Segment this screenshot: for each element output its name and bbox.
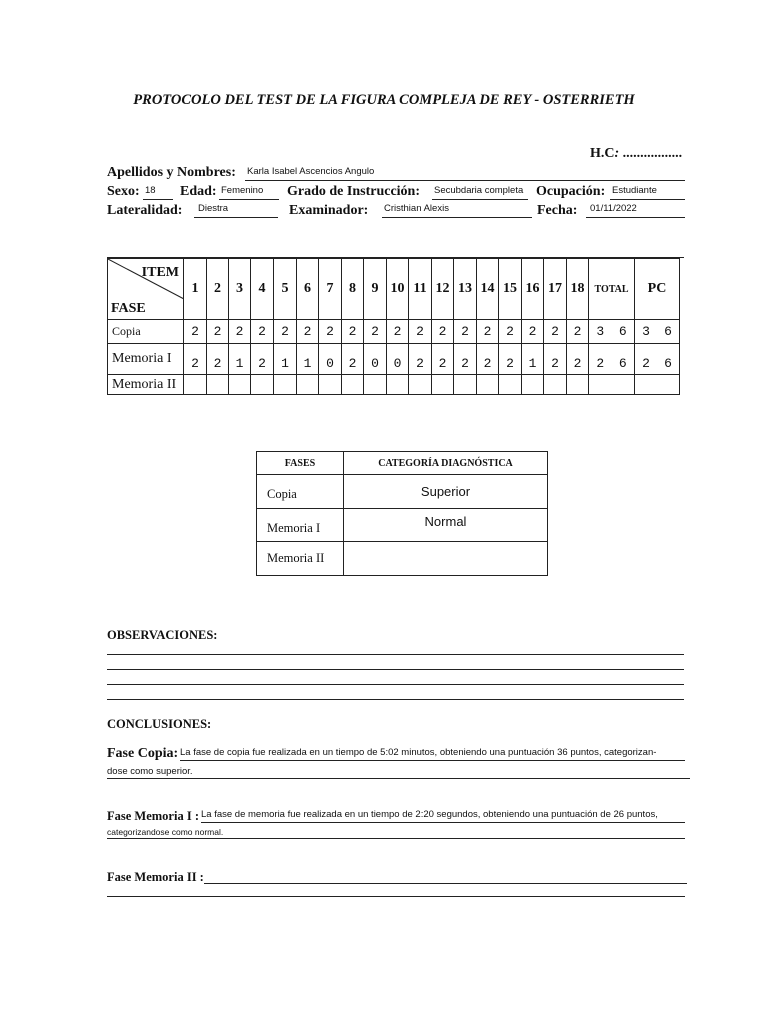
sexo-line — [143, 185, 173, 200]
item-header: 16 — [522, 259, 544, 320]
hc-label: H.C — [590, 146, 615, 161]
apellidos-value[interactable]: Karla Isabel Ascencios Angulo — [247, 166, 375, 177]
item-header: 2 — [207, 259, 229, 320]
score-cell[interactable]: 2 — [364, 320, 387, 344]
score-table — [107, 258, 680, 395]
grado-value[interactable]: Secubdaria completa — [434, 185, 524, 196]
score-cell[interactable]: 2 — [297, 320, 319, 344]
category-fase: Memoria II — [257, 542, 344, 576]
score-cell[interactable]: 2 — [499, 320, 522, 344]
item-header: 4 — [251, 259, 274, 320]
score-cell[interactable]: 2 — [432, 320, 454, 344]
score-cell[interactable]: 1 — [522, 344, 544, 375]
apellidos-label: Apellidos y Nombres: — [107, 165, 236, 180]
score-cell[interactable]: 0 — [319, 344, 342, 375]
score-cell[interactable]: 2 — [522, 320, 544, 344]
edad-label: Edad: — [180, 184, 217, 199]
score-cell[interactable] — [184, 375, 207, 395]
score-cell[interactable]: 1 — [274, 344, 297, 375]
categoria-header: CATEGORÍA DIAGNÓSTICA — [344, 452, 548, 475]
examinador-line — [382, 203, 532, 218]
score-cell[interactable]: 2 — [432, 344, 454, 375]
hc-dots: ................. — [619, 146, 683, 161]
pc-digit: 6 — [664, 324, 672, 339]
fase-copia-label: Fase Copia: — [107, 746, 179, 761]
observaciones-line[interactable] — [107, 699, 684, 700]
apellidos-line — [245, 166, 685, 181]
total-digits — [589, 324, 634, 339]
score-cell[interactable] — [342, 375, 364, 395]
fase-copia-text2[interactable]: dose como superior. — [107, 766, 193, 777]
score-row — [108, 344, 680, 375]
total-cell[interactable] — [589, 375, 635, 395]
pc-header: PC — [635, 259, 680, 320]
category-fase: Copia — [257, 475, 344, 509]
total-digit: 6 — [618, 324, 627, 339]
score-cell[interactable]: 2 — [342, 344, 364, 375]
item-header: 1 — [184, 259, 207, 320]
item-header: 7 — [319, 259, 342, 320]
score-cell[interactable] — [409, 375, 432, 395]
score-cell[interactable] — [567, 375, 589, 395]
fase-memoria2-line1[interactable] — [204, 883, 687, 884]
score-cell[interactable]: 2 — [274, 320, 297, 344]
grado-line — [432, 185, 528, 200]
total-cell[interactable] — [589, 320, 635, 344]
category-row — [257, 475, 548, 509]
score-cell[interactable]: 2 — [319, 320, 342, 344]
score-cell[interactable]: 2 — [477, 344, 499, 375]
grado-label: Grado de Instrucción: — [287, 184, 420, 199]
score-cell[interactable] — [522, 375, 544, 395]
total-cell[interactable] — [589, 344, 635, 375]
score-row-label: Copia — [108, 320, 184, 344]
score-cell[interactable] — [297, 375, 319, 395]
ocupacion-value[interactable]: Estudiante — [612, 185, 657, 196]
item-header: 12 — [432, 259, 454, 320]
observaciones-line[interactable] — [107, 654, 684, 655]
category-value[interactable]: Superior — [344, 475, 548, 509]
total-digit: 6 — [618, 355, 627, 371]
corner-fase-label: FASE — [111, 301, 146, 316]
pc-digit: 3 — [642, 324, 650, 339]
score-cell[interactable]: 2 — [251, 344, 274, 375]
lateralidad-label: Lateralidad: — [107, 203, 183, 218]
pc-cell[interactable] — [635, 375, 680, 395]
pc-cell[interactable] — [635, 320, 680, 344]
corner-cell — [108, 259, 184, 320]
edad-line — [219, 185, 279, 200]
ocupacion-line — [610, 185, 685, 200]
fase-memoria1-text2: categorizandose como normal. — [107, 827, 224, 837]
score-cell[interactable]: 2 — [184, 344, 207, 375]
score-cell[interactable] — [207, 375, 229, 395]
total-digits — [589, 356, 634, 371]
item-header: 14 — [477, 259, 499, 320]
item-header: 5 — [274, 259, 297, 320]
observaciones-line[interactable] — [107, 669, 684, 670]
score-row-label: Memoria I — [108, 344, 184, 375]
score-cell[interactable] — [544, 375, 567, 395]
fecha-line — [586, 203, 685, 218]
ocupacion-label: Ocupación: — [536, 184, 606, 199]
score-cell[interactable]: 2 — [184, 320, 207, 344]
observaciones-line[interactable] — [107, 684, 684, 685]
observaciones-label: OBSERVACIONES: — [107, 628, 218, 642]
score-cell[interactable]: 2 — [567, 344, 589, 375]
fecha-value[interactable]: 01/11/2022 — [590, 203, 637, 214]
score-cell[interactable] — [319, 375, 342, 395]
total-digit: 3 — [596, 324, 605, 339]
score-row — [108, 320, 680, 344]
pc-digits — [635, 324, 679, 339]
score-cell[interactable]: 2 — [207, 320, 229, 344]
fase-memoria2-line2[interactable] — [107, 896, 685, 897]
score-cell[interactable] — [229, 375, 251, 395]
score-cell[interactable] — [387, 375, 409, 395]
item-header: 8 — [342, 259, 364, 320]
item-header: 6 — [297, 259, 319, 320]
category-row — [257, 509, 548, 542]
score-cell[interactable]: 0 — [387, 344, 409, 375]
category-value[interactable]: Normal — [344, 509, 548, 542]
corner-item-label: ITEM — [141, 265, 179, 280]
score-cell[interactable]: 2 — [387, 320, 409, 344]
fase-copia-line1[interactable] — [180, 747, 685, 761]
item-header: 10 — [387, 259, 409, 320]
fase-copia-text1: La fase de copia fue realizada en un tiempo de 5:02 minutos, obteniendo una puntuación 36 puntos, categorizan- — [180, 747, 657, 758]
item-header: 9 — [364, 259, 387, 320]
score-cell[interactable]: 2 — [544, 320, 567, 344]
item-header: 3 — [229, 259, 251, 320]
score-cell[interactable]: 2 — [409, 344, 432, 375]
score-cell[interactable] — [274, 375, 297, 395]
score-cell[interactable]: 0 — [364, 344, 387, 375]
pc-digits — [635, 356, 679, 371]
score-cell[interactable]: 2 — [342, 320, 364, 344]
score-cell[interactable]: 2 — [207, 344, 229, 375]
fase-copia-underline — [107, 778, 690, 779]
item-header: 18 — [567, 259, 589, 320]
score-cell[interactable] — [251, 375, 274, 395]
hc-field — [590, 146, 682, 162]
category-fase: Memoria I — [257, 509, 344, 542]
score-cell[interactable]: 2 — [499, 344, 522, 375]
lateralidad-line — [194, 203, 278, 218]
sexo-value[interactable]: 18 — [145, 185, 156, 196]
score-cell[interactable] — [499, 375, 522, 395]
examinador-value[interactable]: Cristhian Alexis — [384, 203, 449, 214]
pc-digit: 2 — [642, 355, 650, 371]
fase-memoria2-label: Fase Memoria II : — [107, 870, 204, 884]
score-header-row — [108, 259, 680, 320]
score-cell[interactable]: 2 — [229, 320, 251, 344]
score-cell[interactable] — [432, 375, 454, 395]
score-cell[interactable]: 2 — [454, 320, 477, 344]
fase-memoria1-text1: La fase de memoria fue realizada en un tiempo de 2:20 segundos, obteniendo una puntuación de 26 puntos, — [201, 809, 658, 820]
total-digit: 2 — [596, 355, 605, 371]
lateralidad-value[interactable]: Diestra — [198, 203, 229, 214]
score-cell[interactable]: 2 — [567, 320, 589, 344]
score-row-label: Memoria II — [108, 375, 184, 395]
score-cell[interactable] — [454, 375, 477, 395]
category-value[interactable] — [344, 542, 548, 576]
conclusiones-label: CONCLUSIONES: — [107, 717, 212, 731]
hc-colon: : — [614, 146, 620, 161]
total-header: TOTAL — [589, 259, 635, 320]
item-header: 15 — [499, 259, 522, 320]
item-header: 11 — [409, 259, 432, 320]
category-row — [257, 542, 548, 576]
edad-value[interactable]: Femenino — [221, 185, 264, 196]
score-cell[interactable]: 1 — [229, 344, 251, 375]
score-cell[interactable]: 2 — [251, 320, 274, 344]
category-table — [256, 451, 548, 576]
score-cell[interactable]: 2 — [544, 344, 567, 375]
fase-memoria1-line2[interactable] — [107, 827, 685, 839]
score-cell[interactable]: 2 — [454, 344, 477, 375]
fase-memoria1-line1[interactable] — [201, 809, 685, 823]
score-cell[interactable]: 2 — [409, 320, 432, 344]
pc-cell[interactable] — [635, 344, 680, 375]
item-header: 17 — [544, 259, 567, 320]
examinador-label: Examinador: — [289, 203, 369, 218]
fase-memoria1-label: Fase Memoria I : — [107, 809, 199, 823]
score-cell[interactable] — [477, 375, 499, 395]
score-cell[interactable]: 1 — [297, 344, 319, 375]
score-row — [108, 375, 680, 395]
page-title: PROTOCOLO DEL TEST DE LA FIGURA COMPLEJA DE REY - OSTERRIETH — [133, 92, 635, 108]
score-cell[interactable]: 2 — [477, 320, 499, 344]
sexo-label: Sexo: — [107, 184, 140, 199]
category-header-row — [257, 452, 548, 475]
fases-header: FASES — [257, 452, 344, 475]
fecha-label: Fecha: — [537, 203, 578, 218]
score-cell[interactable] — [364, 375, 387, 395]
pc-digit: 6 — [664, 355, 672, 371]
item-header: 13 — [454, 259, 477, 320]
